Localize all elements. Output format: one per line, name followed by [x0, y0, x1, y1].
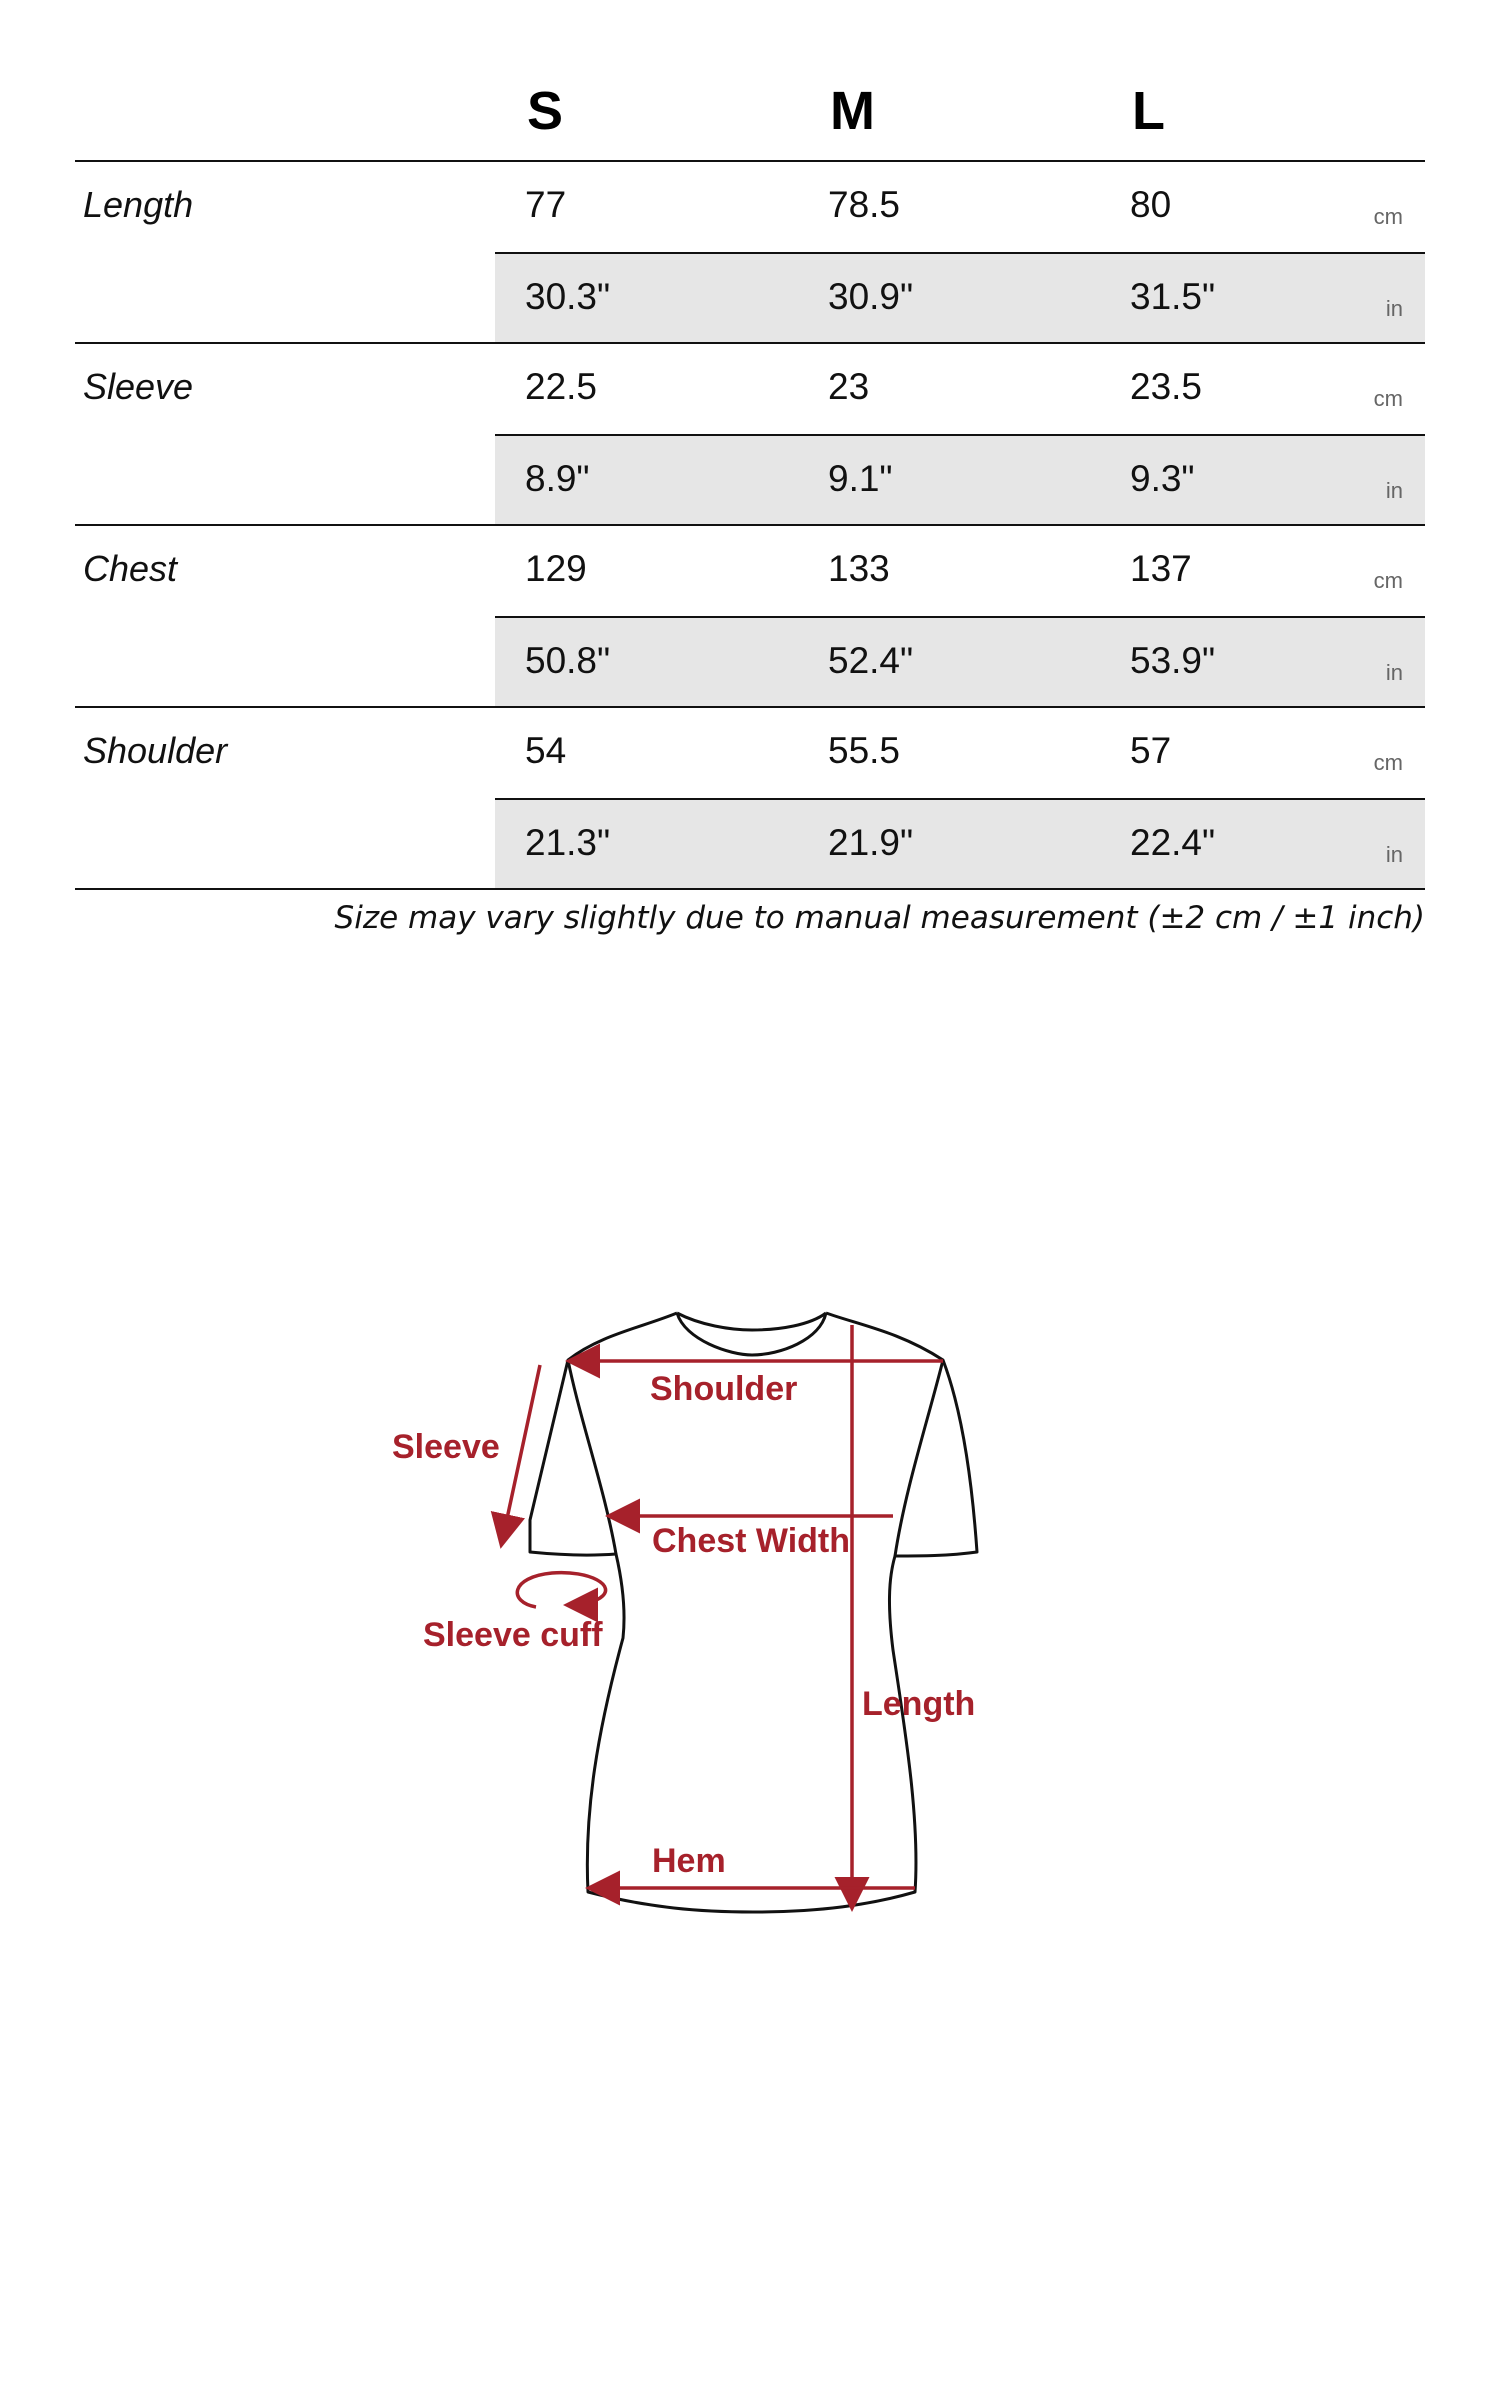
value-cell: 8.9" [525, 458, 590, 499]
measurement-chest [75, 526, 1425, 708]
measure-label: Shoulder [83, 730, 228, 771]
sleeve-cuff-arrow [517, 1573, 605, 1607]
value-cell: 22.4" [1130, 822, 1216, 863]
sleeve-label: Sleeve [392, 1428, 500, 1466]
value-cell: 30.3" [525, 276, 611, 317]
value-cell: 9.1" [828, 458, 893, 499]
value-cell: 22.5 [525, 366, 598, 407]
tshirt-collar-outline [677, 1313, 826, 1355]
value-cell: 54 [525, 730, 567, 771]
size-header-l: L [1132, 81, 1165, 141]
sleeve-arrow [502, 1365, 540, 1542]
sleeve-cuff-label: Sleeve cuff [423, 1616, 603, 1654]
measurement-length [75, 162, 1425, 344]
value-cell: 137 [1130, 548, 1192, 589]
cm-row [495, 526, 1425, 616]
tshirt-armhole-right [895, 1360, 943, 1556]
unit-label: cm [1373, 204, 1403, 229]
unit-label: in [1385, 842, 1403, 867]
measurement-lines [502, 1325, 943, 1905]
value-cell: 21.9" [828, 822, 914, 863]
inch-row [495, 798, 1425, 888]
measurement-sleeve [75, 344, 1425, 526]
value-cell: 30.9" [828, 276, 914, 317]
measure-label: Chest [83, 548, 178, 589]
value-cell: 23.5 [1130, 366, 1203, 407]
measure-label: Sleeve [83, 366, 194, 407]
shoulder-label: Shoulder [650, 1370, 798, 1408]
unit-label: in [1385, 660, 1403, 685]
cm-row [495, 708, 1425, 798]
inch-row [495, 616, 1425, 706]
value-cell: 55.5 [828, 730, 901, 771]
cm-row [495, 162, 1425, 252]
value-cell: 21.3" [525, 822, 611, 863]
value-cell: 23 [828, 366, 870, 407]
inch-row [495, 434, 1425, 524]
value-cell: 133 [828, 548, 890, 589]
value-cell: 80 [1130, 184, 1172, 225]
tshirt-collar-inner [677, 1313, 826, 1330]
measurement-note: Size may vary slightly due to manual measurement (±2 cm / ±1 inch) [334, 900, 1425, 936]
tshirt-armhole-left [568, 1360, 616, 1554]
length-label: Length [862, 1685, 976, 1723]
unit-label: in [1385, 296, 1403, 321]
hem-label: Hem [652, 1842, 726, 1880]
size-header-s: S [527, 81, 564, 141]
value-cell: 78.5 [828, 184, 901, 225]
size-header-row [75, 50, 1425, 162]
value-cell: 57 [1130, 730, 1172, 771]
unit-label: cm [1373, 386, 1403, 411]
value-cell: 77 [525, 184, 567, 225]
unit-label: cm [1373, 750, 1403, 775]
value-cell: 50.8" [525, 640, 611, 681]
size-table [75, 50, 1425, 890]
value-cell: 9.3" [1130, 458, 1195, 499]
value-cell: 129 [525, 548, 587, 589]
cm-row [495, 344, 1425, 434]
value-cell: 52.4" [828, 640, 914, 681]
measure-label: Length [83, 184, 194, 225]
value-cell: 31.5" [1130, 276, 1216, 317]
inch-row [495, 252, 1425, 342]
unit-label: cm [1373, 568, 1403, 593]
chest-width-label: Chest Width [652, 1522, 851, 1560]
value-cell: 53.9" [1130, 640, 1216, 681]
measurement-shoulder [75, 708, 1425, 890]
unit-label: in [1385, 478, 1403, 503]
size-header-m: M [830, 81, 875, 141]
tshirt-diagram [0, 1280, 1500, 1960]
